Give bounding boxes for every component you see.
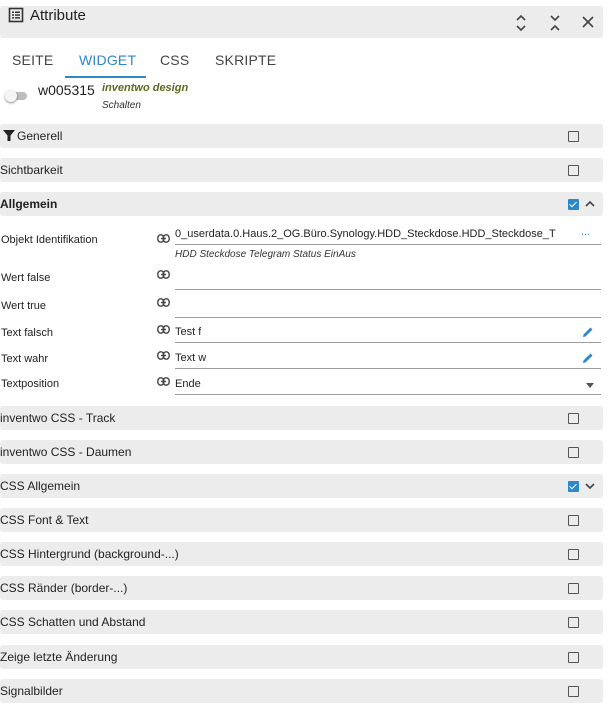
link-icon[interactable] — [157, 270, 170, 279]
section-label: Signalbilder — [0, 684, 63, 698]
section-sichtbarkeit[interactable] — [0, 158, 603, 182]
text-falsch-input[interactable] — [175, 324, 601, 343]
chevron-down-icon[interactable] — [584, 480, 596, 492]
filter-icon — [3, 130, 15, 142]
section-checkbox[interactable] — [568, 686, 579, 697]
section-allgemein[interactable] — [0, 192, 603, 216]
collapse-all-button[interactable] — [545, 13, 565, 33]
widget-id: w005315 — [38, 82, 95, 98]
field-label-wert-true: Wert true — [1, 300, 47, 312]
section-label: CSS Schatten und Abstand — [0, 615, 146, 629]
section-css-schatten[interactable] — [0, 610, 603, 634]
tab-css[interactable]: CSS — [160, 52, 190, 68]
section-label: Zeige letzte Änderung — [0, 650, 118, 664]
section-checkbox[interactable] — [568, 131, 579, 142]
link-icon[interactable] — [157, 298, 170, 307]
field-label-text-falsch: Text falsch — [1, 327, 53, 339]
field-label-objekt-id: Objekt Identifikation — [1, 234, 98, 246]
section-checkbox[interactable] — [568, 549, 579, 560]
text-wahr-input[interactable] — [175, 350, 601, 369]
objekt-id-input[interactable] — [175, 226, 601, 245]
section-label: Sichtbarkeit — [0, 163, 63, 177]
section-label: inventwo CSS - Daumen — [0, 445, 132, 459]
textposition-value: Ende — [175, 378, 201, 390]
section-label: inventwo CSS - Track — [0, 411, 116, 425]
section-label: CSS Allgemein — [0, 479, 81, 493]
section-label: Allgemein — [0, 197, 58, 211]
link-icon[interactable] — [157, 234, 170, 243]
link-icon[interactable] — [157, 377, 170, 386]
widget-toggle-knob[interactable] — [5, 90, 17, 102]
active-tab-indicator — [65, 76, 146, 78]
section-checkbox[interactable] — [568, 515, 579, 526]
close-icon — [581, 15, 595, 29]
text-falsch-value: Test f — [175, 326, 202, 338]
section-css-raender[interactable] — [0, 576, 603, 600]
link-icon[interactable] — [157, 351, 170, 360]
widget-set-name: inventwo design — [102, 82, 189, 94]
textposition-select[interactable] — [175, 376, 601, 395]
pencil-icon[interactable] — [582, 326, 594, 338]
field-label-wert-false: Wert false — [1, 272, 51, 284]
text-wahr-value: Text w — [175, 352, 207, 364]
section-checkbox[interactable] — [568, 447, 579, 458]
select-object-button[interactable]: ... — [581, 226, 591, 238]
section-daumen[interactable] — [0, 440, 603, 464]
wert-true-input[interactable] — [175, 299, 601, 318]
pencil-icon[interactable] — [582, 352, 594, 364]
wert-false-input[interactable] — [175, 271, 601, 290]
section-checkbox[interactable] — [568, 165, 579, 176]
section-checkbox[interactable] — [568, 617, 579, 628]
objekt-id-value: 0_userdata.0.Haus.2_OG.Büro.Synology.HDD_Steckdose.HDD_Steckdose_T — [175, 228, 556, 240]
section-label: CSS Ränder (border-...) — [0, 581, 128, 595]
section-letzte-aenderung[interactable] — [0, 645, 603, 669]
section-css-hintergrund[interactable] — [0, 542, 603, 566]
section-label: CSS Hintergrund (background-...) — [0, 547, 179, 561]
widget-type-name: Schalten — [102, 100, 141, 111]
fold-icon — [548, 14, 562, 32]
tab-seite[interactable]: SEITE — [12, 52, 54, 68]
section-signalbilder[interactable] — [0, 679, 603, 703]
section-css-font[interactable] — [0, 508, 603, 532]
tab-widget[interactable]: WIDGET — [79, 52, 137, 68]
section-track[interactable] — [0, 406, 603, 430]
tab-skripte[interactable]: SKRIPTE — [215, 52, 277, 68]
section-css-allgemein[interactable] — [0, 474, 603, 498]
section-generell[interactable] — [0, 124, 603, 148]
dropdown-arrow-icon — [586, 383, 594, 388]
objekt-id-description: HDD Steckdose Telegram Status EinAus — [175, 249, 356, 260]
chevron-up-icon[interactable] — [584, 198, 596, 210]
section-checkbox[interactable] — [568, 652, 579, 663]
panel-title: Attribute — [30, 7, 86, 24]
field-label-text-wahr: Text wahr — [1, 353, 49, 365]
section-checkbox[interactable] — [568, 413, 579, 424]
section-label: Generell — [17, 129, 63, 143]
section-label: CSS Font & Text — [0, 513, 89, 527]
section-checkbox[interactable] — [568, 583, 579, 594]
list-icon — [8, 7, 24, 23]
link-icon[interactable] — [157, 325, 170, 334]
section-checkbox[interactable] — [568, 199, 579, 210]
expand-all-button[interactable] — [511, 13, 531, 33]
section-checkbox[interactable] — [568, 481, 579, 492]
close-button[interactable] — [578, 12, 598, 32]
unfold-icon — [514, 14, 528, 32]
field-label-textposition: Textposition — [1, 378, 60, 390]
